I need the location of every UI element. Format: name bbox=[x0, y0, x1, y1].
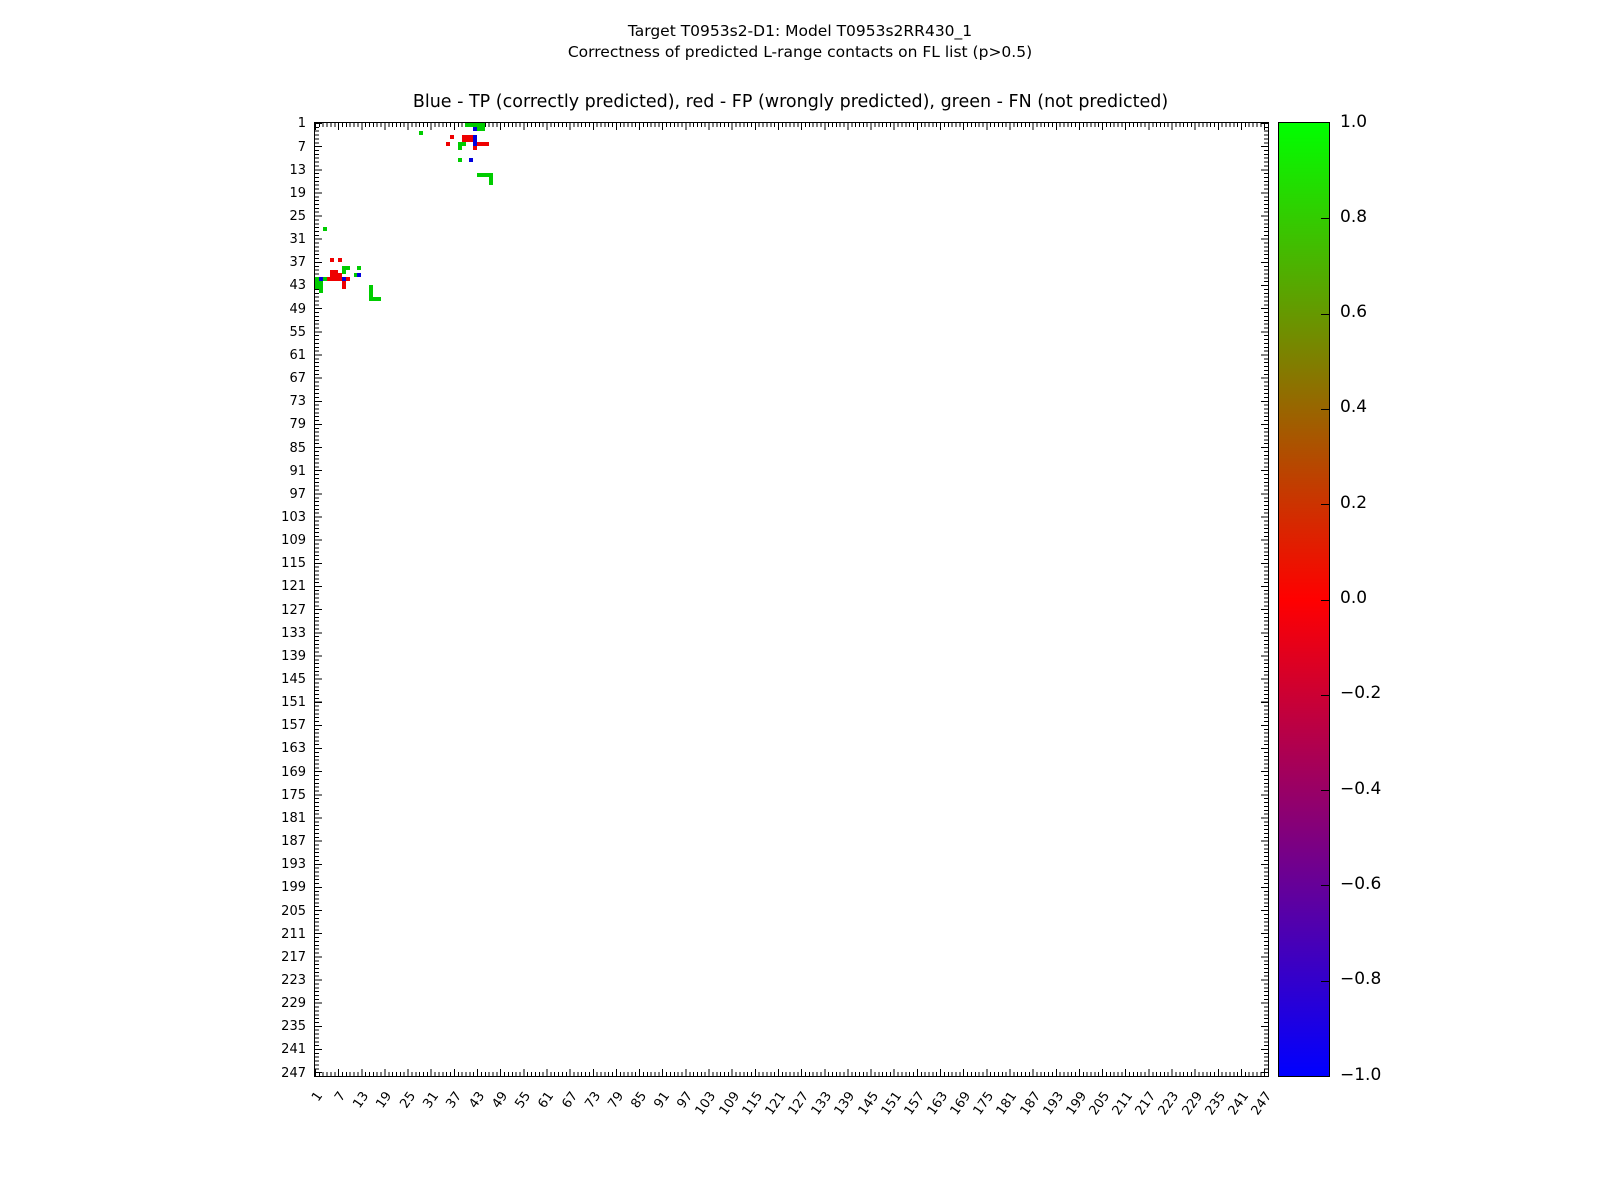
top-major-tick-comb bbox=[315, 123, 1268, 130]
y-tick-label: 175 bbox=[281, 787, 306, 803]
y-tick-label: 7 bbox=[297, 139, 306, 155]
x-tick-label: 217 bbox=[1132, 1089, 1160, 1119]
contact-map-plot-area bbox=[314, 122, 1269, 1077]
x-tick-label: 73 bbox=[582, 1089, 604, 1112]
x-tick-label: 79 bbox=[605, 1089, 628, 1112]
x-tick-label: 211 bbox=[1109, 1089, 1137, 1119]
x-tick-label: 31 bbox=[420, 1089, 442, 1112]
colorbar-tick-label: −0.2 bbox=[1340, 683, 1382, 704]
x-tick-label: 55 bbox=[512, 1089, 535, 1112]
colorbar-tick-label: 1.0 bbox=[1340, 111, 1368, 132]
x-tick-label: 25 bbox=[396, 1089, 419, 1112]
contact-cell-fn bbox=[419, 131, 423, 135]
y-tick-label: 61 bbox=[289, 347, 306, 363]
x-tick-label: 187 bbox=[1017, 1089, 1044, 1119]
contact-cell-tp bbox=[469, 158, 473, 162]
contact-cell-fp bbox=[473, 146, 477, 150]
x-tick-label: 109 bbox=[716, 1089, 743, 1119]
contact-cell-fn bbox=[458, 158, 462, 162]
x-tick-label: 1 bbox=[309, 1089, 327, 1105]
x-tick-label: 241 bbox=[1225, 1089, 1253, 1119]
colorbar-tick-label: −0.4 bbox=[1340, 778, 1382, 799]
y-tick-label: 133 bbox=[281, 625, 306, 641]
colorbar-tick bbox=[1321, 314, 1329, 315]
x-tick-label: 19 bbox=[373, 1089, 396, 1112]
contact-cell-fn bbox=[481, 127, 485, 131]
x-tick-label: 223 bbox=[1156, 1089, 1183, 1119]
y-tick-label: 157 bbox=[281, 718, 306, 734]
bottom-minor-tick-comb bbox=[315, 1072, 1268, 1076]
colorbar-tick-label: 0.4 bbox=[1340, 397, 1368, 418]
contact-cell-fn bbox=[462, 142, 466, 146]
y-tick-label: 199 bbox=[281, 880, 306, 896]
y-tick-label: 31 bbox=[289, 232, 306, 248]
bottom-major-tick-comb bbox=[315, 1069, 1268, 1076]
x-tick-label: 169 bbox=[947, 1089, 975, 1119]
x-tick-label: 67 bbox=[558, 1089, 581, 1112]
x-tick-label: 133 bbox=[808, 1089, 836, 1119]
colorbar-tick-label: −0.6 bbox=[1340, 873, 1382, 894]
x-tick-label: 61 bbox=[535, 1089, 558, 1112]
y-tick-label: 55 bbox=[289, 324, 306, 340]
x-tick-label: 91 bbox=[651, 1089, 674, 1112]
left-major-tick-comb bbox=[315, 123, 322, 1076]
x-tick-label: 247 bbox=[1248, 1089, 1276, 1119]
y-tick-label: 19 bbox=[289, 185, 306, 201]
y-tick-label: 79 bbox=[289, 417, 306, 433]
y-tick-label: 217 bbox=[281, 949, 306, 965]
y-tick-label: 13 bbox=[289, 162, 306, 178]
right-minor-tick-comb bbox=[1264, 123, 1268, 1076]
y-tick-label: 109 bbox=[281, 533, 306, 549]
y-tick-label: 187 bbox=[281, 834, 306, 850]
x-tick-label: 127 bbox=[785, 1089, 813, 1119]
contact-cell-fp bbox=[446, 142, 450, 146]
contact-cell-fn bbox=[342, 270, 346, 274]
x-tick-label: 85 bbox=[628, 1089, 651, 1112]
y-tick-label: 229 bbox=[281, 996, 306, 1012]
x-tick-label: 193 bbox=[1040, 1089, 1067, 1119]
y-tick-label: 211 bbox=[281, 926, 306, 942]
colorbar-tick-label: 0.6 bbox=[1340, 302, 1368, 323]
y-tick-label: 241 bbox=[281, 1042, 306, 1058]
left-minor-tick-comb bbox=[315, 123, 319, 1076]
colorbar-tick-label: −1.0 bbox=[1340, 1064, 1382, 1085]
colorbar-tick-label: 0.2 bbox=[1340, 492, 1368, 513]
y-tick-label: 127 bbox=[281, 602, 306, 618]
contact-cell-fn bbox=[319, 289, 323, 293]
y-tick-label: 139 bbox=[281, 648, 306, 664]
x-tick-label: 175 bbox=[970, 1089, 998, 1119]
x-tick-label: 235 bbox=[1202, 1089, 1229, 1119]
contact-cell-fp bbox=[346, 277, 350, 281]
contact-cell-fn bbox=[357, 266, 361, 270]
y-tick-label: 223 bbox=[281, 972, 306, 988]
contact-cell-fn bbox=[377, 297, 381, 301]
contact-cell-fp bbox=[342, 285, 346, 289]
y-tick-label: 181 bbox=[281, 810, 306, 826]
contact-cell-fp bbox=[485, 142, 489, 146]
contact-cell-fp bbox=[450, 135, 454, 139]
y-tick-label: 85 bbox=[289, 440, 306, 456]
colorbar-tick-label: −0.8 bbox=[1340, 969, 1382, 990]
colorbar-tick bbox=[1321, 218, 1329, 219]
y-tick-label: 121 bbox=[281, 579, 306, 595]
y-tick-label: 169 bbox=[281, 764, 306, 780]
top-minor-tick-comb bbox=[315, 123, 1268, 127]
colorbar-tick bbox=[1321, 504, 1329, 505]
y-tick-label: 115 bbox=[281, 556, 306, 572]
y-tick-label: 43 bbox=[289, 278, 306, 294]
x-tick-label: 49 bbox=[489, 1089, 512, 1112]
y-tick-label: 67 bbox=[289, 371, 306, 387]
x-tick-label: 229 bbox=[1179, 1089, 1206, 1119]
y-tick-label: 163 bbox=[281, 741, 306, 757]
right-major-tick-comb bbox=[1261, 123, 1268, 1076]
colorbar-tick bbox=[1321, 409, 1329, 410]
y-tick-label: 73 bbox=[289, 394, 306, 410]
contact-cell-fn bbox=[458, 146, 462, 150]
colorbar bbox=[1278, 122, 1330, 1077]
contact-cell-tp bbox=[357, 273, 361, 277]
x-tick-label: 139 bbox=[831, 1089, 859, 1119]
y-tick-label: 235 bbox=[281, 1019, 306, 1035]
contact-cell-fn bbox=[489, 181, 493, 185]
x-tick-label: 163 bbox=[924, 1089, 952, 1119]
contact-cell-fp bbox=[338, 258, 342, 262]
figure-suptitle-line2: Correctness of predicted L-range contacts on FL list (p>0.5) bbox=[567, 43, 1033, 61]
y-tick-label: 247 bbox=[281, 1065, 306, 1081]
y-tick-label: 49 bbox=[289, 301, 306, 317]
x-tick-label: 13 bbox=[350, 1089, 373, 1112]
y-tick-label: 37 bbox=[289, 255, 306, 271]
x-tick-label: 205 bbox=[1086, 1089, 1114, 1119]
x-tick-label: 151 bbox=[878, 1089, 905, 1119]
y-tick-label: 25 bbox=[289, 209, 306, 225]
colorbar-tick-label: 0.0 bbox=[1340, 588, 1368, 608]
x-tick-label: 121 bbox=[762, 1089, 790, 1119]
colorbar-tick-label: 0.8 bbox=[1340, 206, 1368, 227]
contact-cell-fn bbox=[346, 266, 350, 270]
x-tick-label: 7 bbox=[332, 1089, 350, 1105]
y-tick-label: 1 bbox=[297, 116, 306, 132]
y-tick-label: 91 bbox=[289, 463, 306, 479]
x-tick-label: 115 bbox=[739, 1089, 766, 1119]
y-tick-label: 145 bbox=[281, 672, 306, 688]
x-tick-label: 181 bbox=[994, 1089, 1021, 1119]
colorbar-tick bbox=[1321, 600, 1329, 601]
colorbar-tick bbox=[1321, 981, 1329, 982]
figure-suptitle-line1: Target T0953s2-D1: Model T0953s2RR430_1 bbox=[627, 22, 973, 40]
colorbar-tick bbox=[1321, 790, 1329, 791]
y-tick-label: 193 bbox=[281, 857, 306, 873]
x-tick-label: 103 bbox=[693, 1089, 720, 1119]
y-tick-label: 151 bbox=[281, 695, 306, 711]
x-tick-label: 145 bbox=[855, 1089, 882, 1119]
y-tick-label: 97 bbox=[289, 486, 306, 502]
contact-cell-fp bbox=[330, 258, 334, 262]
x-tick-label: 43 bbox=[466, 1089, 489, 1112]
contact-cell-fn bbox=[323, 227, 327, 231]
axes-title-legend: Blue - TP (correctly predicted), red - FP (wrongly predicted), green - FN (not predicted) bbox=[412, 92, 1169, 112]
y-tick-label: 103 bbox=[281, 509, 306, 525]
x-tick-label: 37 bbox=[443, 1089, 465, 1112]
x-tick-label: 199 bbox=[1063, 1089, 1091, 1119]
colorbar-tick bbox=[1321, 695, 1329, 696]
colorbar-tick bbox=[1321, 885, 1329, 886]
y-tick-label: 205 bbox=[281, 903, 306, 919]
x-tick-label: 97 bbox=[674, 1089, 697, 1112]
x-tick-label: 157 bbox=[901, 1089, 928, 1119]
